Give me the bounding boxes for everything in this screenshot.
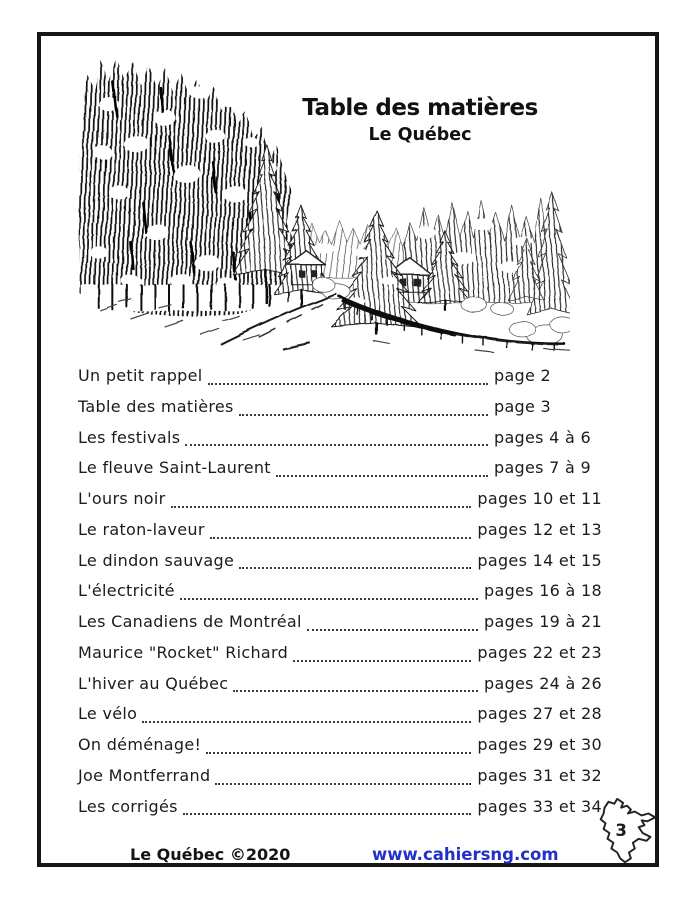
dot-leader xyxy=(171,484,472,515)
toc-entry-label: Le fleuve Saint-Laurent xyxy=(78,458,271,478)
toc-entry-pages: page 2 xyxy=(494,366,552,385)
toc-entry-label: Les festivals xyxy=(78,427,181,447)
toc-entry xyxy=(78,515,602,546)
toc-entry xyxy=(78,699,602,730)
toc-entry xyxy=(78,669,602,700)
toc-entry-pages: pages 33 et 34 xyxy=(477,796,602,816)
toc-entry-pages: pages 10 et 11 xyxy=(477,489,602,508)
toc-entry xyxy=(78,392,602,423)
toc-entry-pages: page 3 xyxy=(494,396,552,416)
dot-leader xyxy=(206,730,471,761)
toc-entry xyxy=(78,423,602,454)
toc-entry-label: L'électricité xyxy=(78,581,175,601)
dot-leader xyxy=(210,515,472,546)
toc-entry-pages: pages 12 et 13 xyxy=(477,519,602,539)
toc-entry-label: On déménage! xyxy=(78,735,202,754)
toc-entry-pages: pages 29 et 30 xyxy=(477,735,602,754)
dot-leader xyxy=(233,669,478,700)
toc-entry-pages: pages 19 à 21 xyxy=(484,612,602,631)
dot-leader xyxy=(208,361,489,392)
toc-entry-label: Table des matières xyxy=(78,396,234,416)
toc-entry xyxy=(78,453,602,484)
toc-entry-label: L'ours noir xyxy=(78,489,166,508)
toc-entry xyxy=(78,761,602,792)
toc-entry-label: Les corrigés xyxy=(78,796,178,816)
toc-entry xyxy=(78,792,602,823)
toc-entry xyxy=(78,607,602,638)
toc-entry xyxy=(78,576,602,607)
toc-entry-label: Le vélo xyxy=(78,704,138,724)
toc-entry-label: Le dindon sauvage xyxy=(78,550,235,570)
dot-leader xyxy=(185,423,488,454)
dot-leader xyxy=(239,392,488,423)
dot-leader xyxy=(293,638,471,669)
toc-entry-label: Un petit rappel xyxy=(78,366,203,385)
dot-leader xyxy=(142,699,471,730)
dot-leader xyxy=(276,453,488,484)
quebec-map-icon xyxy=(588,794,666,872)
toc-entry-pages: pages 22 et 23 xyxy=(477,642,602,662)
toc-entry-pages: pages 16 à 18 xyxy=(484,581,602,601)
toc-entry-label: Maurice "Rocket" Richard xyxy=(78,642,289,662)
toc-entry xyxy=(78,638,602,669)
toc-entry-label: Le raton-laveur xyxy=(78,519,205,539)
toc-entry xyxy=(78,484,602,515)
toc-entry-label: Joe Montferrand xyxy=(78,765,211,785)
toc-entry-pages: pages 27 et 28 xyxy=(477,704,602,724)
dot-leader xyxy=(183,792,472,823)
toc-entry-label: Les Canadiens de Montréal xyxy=(78,612,302,631)
dot-leader xyxy=(215,761,471,792)
toc-entry-label: L'hiver au Québec xyxy=(78,673,229,693)
footer-booklet-label: Le Québec ©2020 xyxy=(130,845,291,864)
dot-leader xyxy=(307,607,478,638)
dot-leader xyxy=(180,576,478,607)
toc-entry-pages: pages 31 et 32 xyxy=(477,765,602,785)
toc-entry-pages: pages 24 à 26 xyxy=(484,673,602,693)
dot-leader xyxy=(239,546,471,577)
page-subtitle: Le Québec xyxy=(368,125,472,145)
toc-entry xyxy=(78,546,602,577)
page-number: 3 xyxy=(615,820,627,840)
toc-entry xyxy=(78,730,602,761)
title-block xyxy=(290,95,550,145)
toc-entry-pages: pages 14 et 15 xyxy=(477,550,602,570)
footer-website-link[interactable]: www.cahiersng.com xyxy=(372,845,559,864)
page-title: Table des matières xyxy=(302,95,538,121)
toc-entry xyxy=(78,361,602,392)
toc-entry-pages: pages 7 à 9 xyxy=(494,458,592,478)
toc-entry-pages: pages 4 à 6 xyxy=(494,427,592,447)
table-of-contents xyxy=(78,361,602,822)
